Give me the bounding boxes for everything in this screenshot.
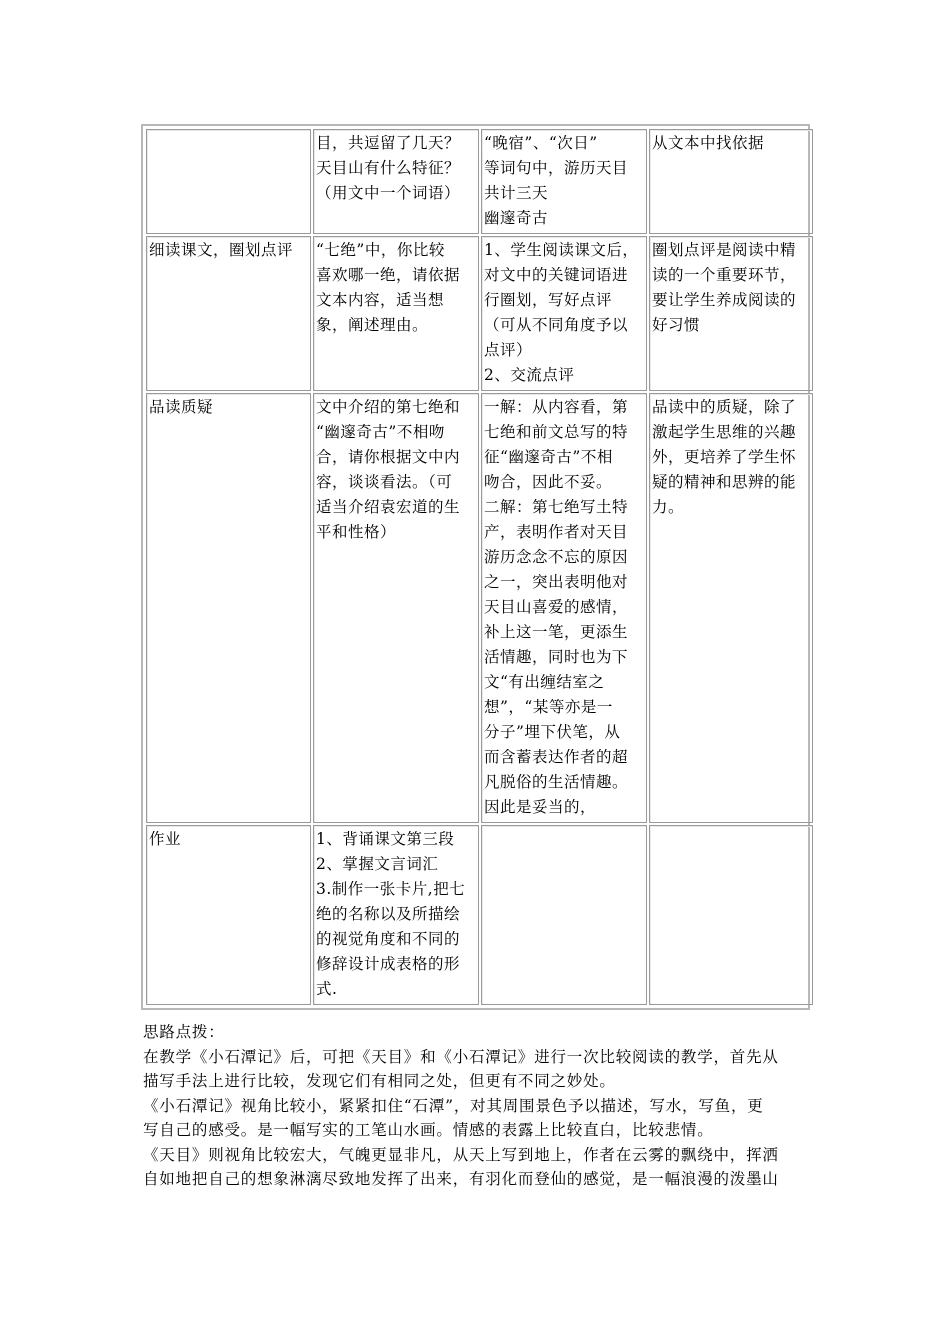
notes-line: 描写手法上进行比较，发现它们有相同之处，但更有不同之妙处。 xyxy=(143,1072,616,1090)
question-cell: “七绝”中，你比较 喜欢哪一绝，请依据 文本内容，适当想 象，阐述理由。 xyxy=(313,236,479,391)
stage-cell: 作业 xyxy=(146,825,311,1005)
answer-cell xyxy=(481,825,647,1005)
answer-cell: “晚宿”、“次日” 等词句中，游历天目 共计三天 幽邃奇古 xyxy=(481,129,647,234)
note-cell: 圈划点评是阅读中精 读的一个重要环节， 要让学生养成阅读的 好习惯 xyxy=(649,236,813,391)
question-cell: 目，共逗留了几天？ 天目山有什么特征？ （用文中一个词语） xyxy=(313,129,479,234)
answer-cell: 一解：从内容看，第 七绝和前文总写的特 征“幽邃奇古”不相 吻合，因此不妥。 二解：第七绝写土特 产，表明作者对天目 游历念念不忘的原因 之一，突出表明他对 天目山喜爱的感情， 补上这一笔，更添生 活情趣，同时也为下 文“有出缠结室之 想”，“某等亦是一 分子”埋下伏笔，从 而含蓄表达作者的超 凡脱俗的生活情趣。 因此是妥当的， xyxy=(481,393,647,823)
question-cell: 1、背诵课文第三段 2、掌握文言词汇 3.制作一张卡片,把七 绝的名称以及所描绘 的视觉角度和不同的 修辞设计成表格的形 式. xyxy=(313,825,479,1005)
table-row xyxy=(146,393,813,823)
note-cell xyxy=(649,825,813,1005)
stage-cell: 品读质疑 xyxy=(146,393,311,823)
answer-cell: 1、学生阅读课文后， 对文中的关键词语进 行圈划，写好点评 （可从不同角度予以 点评） 2、交流点评 xyxy=(481,236,647,391)
teaching-notes xyxy=(143,1020,803,1192)
table-row xyxy=(146,825,813,1005)
lesson-plan-table-frame xyxy=(141,124,810,1010)
table-row xyxy=(146,129,813,234)
stage-cell: 细读课文，圈划点评 xyxy=(146,236,311,391)
notes-line: 《小石潭记》视角比较小，紧紧扣住“石潭”，对其周围景色予以描述，写水，写鱼，更 xyxy=(143,1096,764,1115)
notes-line: 自如地把自己的想象淋漓尽致地发挥了出来，有羽化而登仙的感觉，是一幅浪漫的泼墨山 xyxy=(143,1170,779,1188)
notes-heading: 思路点拨： xyxy=(143,1023,225,1041)
notes-line: 《天目》则视角比较宏大，气魄更显非凡，从天上写到地上，作者在云雾的飘绕中，挥洒 xyxy=(143,1145,779,1164)
stage-cell xyxy=(146,129,311,234)
notes-line: 在教学《小石潭记》后，可把《天目》和《小石潭记》进行一次比较阅读的教学，首先从 xyxy=(143,1047,779,1066)
lesson-plan-table xyxy=(144,127,815,1007)
question-cell: 文中介绍的第七绝和 “幽邃奇古”不相吻 合，请你根据文中内 容，谈谈看法。（可 适当介绍袁宏道的生 平和性格） xyxy=(313,393,479,823)
table-row xyxy=(146,236,813,391)
note-cell: 从文本中找依据 xyxy=(649,129,813,234)
notes-line: 写自己的感受。是一幅写实的工笔山水画。情感的表露上比较直白，比较悲情。 xyxy=(143,1121,714,1139)
note-cell: 品读中的质疑，除了 激起学生思维的兴趣 外，更培养了学生怀 疑的精神和思辨的能 力。 xyxy=(649,393,813,823)
